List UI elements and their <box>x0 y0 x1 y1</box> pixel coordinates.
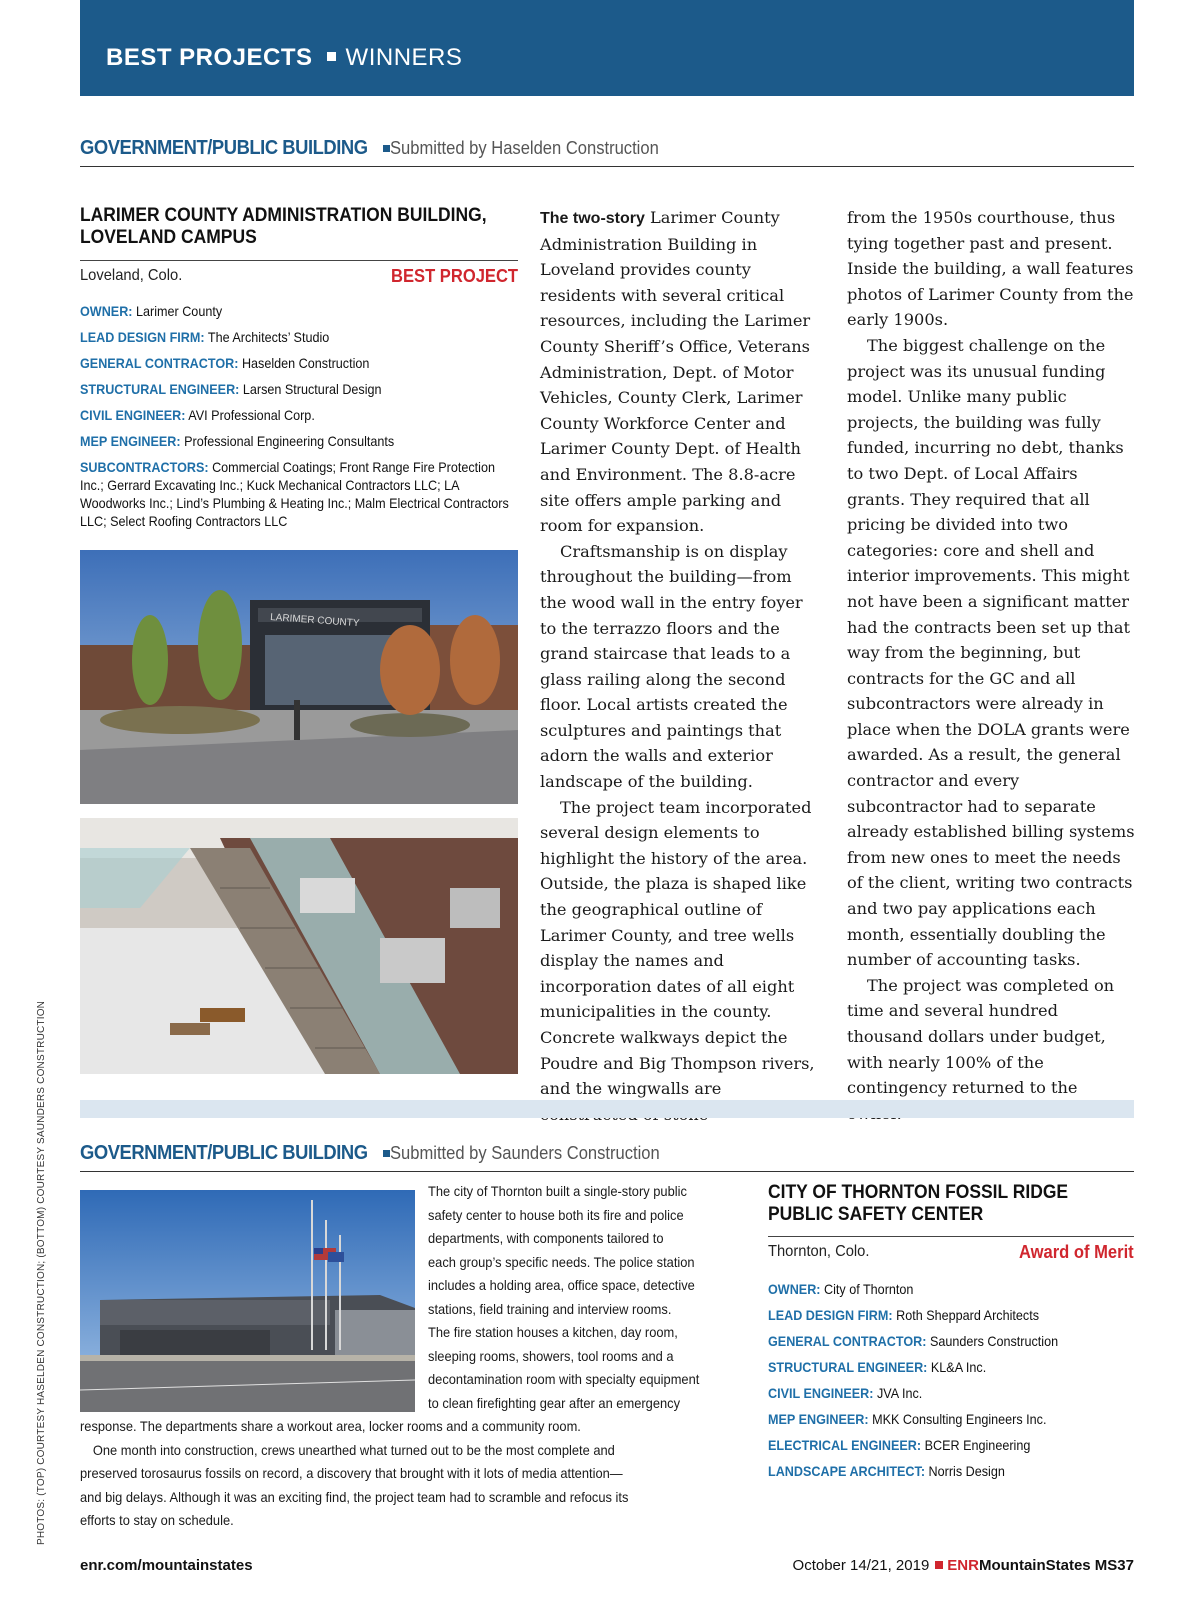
project2-body-line: includes a holding area, office space, detective <box>428 1277 695 1293</box>
credit-value: MKK Consulting Engineers Inc. <box>872 1411 1047 1427</box>
credit-value: The Architects’ Studio <box>207 329 330 345</box>
project1-award-badge: BEST PROJECT <box>391 266 518 286</box>
credit-row <box>768 1436 1138 1454</box>
square-bullet-icon <box>935 1561 943 1569</box>
credit-value: Haselden Construction <box>241 355 370 371</box>
project1-submitted-by: Submitted by Haselden Construction <box>389 138 659 158</box>
credit-value: Saunders Construction <box>929 1333 1059 1349</box>
project2-location-row <box>768 1236 1134 1266</box>
credit-label: SUBCONTRACTORS: <box>80 459 209 475</box>
credit-label: GENERAL CONTRACTOR: <box>80 355 239 371</box>
square-bullet-icon <box>383 1150 390 1157</box>
credit-value: BCER Engineering <box>924 1437 1031 1453</box>
project2-exterior-photo <box>80 1190 415 1412</box>
credit-label: CIVIL ENGINEER: <box>768 1385 874 1401</box>
project2-body-line: One month into construction, crews unearthed what turned out to be the most complete and <box>92 1441 615 1458</box>
credit-label: CIVIL ENGINEER: <box>80 407 186 423</box>
credit-label: OWNER: <box>80 303 133 319</box>
project2-submitted-by: Submitted by Saunders Construction <box>389 1143 660 1163</box>
project2-body-line: and big delays. Although it was an exciting find, the project team had to scramble and refocus its <box>80 1488 629 1505</box>
credit-value: KL&A Inc. <box>930 1359 987 1375</box>
credit-label: ELECTRICAL ENGINEER: <box>768 1437 922 1453</box>
project1-col2-paragraph3: The project was completed on time and several hundred thousand dollars under budget, with nearly 100% of the contingency returned to the <box>847 975 1115 1098</box>
project1-lead-in: The two-story <box>540 210 645 227</box>
footer-folio <box>793 1557 1134 1574</box>
project1-col2-paragraph2: The biggest challenge on the project was its unusual funding model. Unlike many public projects, the building was fully funded, incurring no debt, thanks to two Dept. of Local Affairs grants. They required that all pricing be divided into two categories: core and shell and interior improvements. This might not have been a significant matter had the contracts been set up that way from the beginning, but contracts for the GC and all subcontractors were already in place when the DOLA grants were awarded. As a result, the general contractor and every subcontractor had to separate already established billing systems from new ones to meet the needs of the client, writing two contracts and two pay applications each month, essentially doubling the number of accounting tasks. <box>847 335 1135 970</box>
project2-body-line: each group’s specific needs. The police station <box>428 1253 695 1270</box>
project1-title <box>80 205 512 249</box>
credit-row <box>80 354 520 372</box>
credit-row <box>768 1462 1138 1480</box>
project1-col2-paragraph1: from the 1950s courthouse, thus tying together past and present. Inside the building, a wall features photos of Larimer County from the early 1900s. <box>847 208 1134 330</box>
project1-credits <box>80 302 520 538</box>
credit-row <box>768 1358 1138 1376</box>
interior-staircase-illustration <box>80 818 518 1074</box>
credit-row <box>80 406 520 424</box>
project1-location-row <box>80 260 518 290</box>
project2-credits <box>768 1280 1138 1488</box>
credit-value: City of Thornton <box>823 1281 914 1297</box>
credit-row <box>768 1332 1138 1350</box>
header-section: BEST PROJECTS <box>106 44 313 71</box>
project2-body-full <box>80 1415 729 1533</box>
project2-location: Thornton, Colo. <box>768 1243 870 1260</box>
project2-body-line: decontamination room with specialty equipment <box>428 1371 700 1387</box>
footer-date: October 14/21, 2019 <box>792 1557 930 1574</box>
section-divider <box>80 1100 1134 1118</box>
credit-row <box>80 380 520 398</box>
project1-category: GOVERNMENT/PUBLIC BUILDING <box>80 137 368 159</box>
project2-body-line: safety center to house both its fire and police <box>428 1206 684 1223</box>
project2-body-line: departments, with components tailored to <box>428 1230 664 1246</box>
project2-body-line: efforts to stay on schedule. <box>80 1512 234 1528</box>
project2-section-head <box>80 1142 1134 1172</box>
square-bullet-icon <box>327 52 336 61</box>
credit-value: Roth Sheppard Architects <box>896 1307 1039 1323</box>
project1-body-column2 <box>847 205 1137 1126</box>
credit-label: STRUCTURAL ENGINEER: <box>80 381 240 397</box>
project1-col1-paragraph3: The project team incorporated several design elements to highlight the history of the area. Outside, the plaza is shaped like the geographical outline of Larimer County, and tree wells display the names and incorporation dates of all eight municipalities in the county. Concrete walkways depict the Poudre and Big Thompson rivers, and the wingwalls are <box>540 797 815 1099</box>
project2-body-line: sleeping rooms, showers, tool rooms and a <box>428 1347 674 1364</box>
project1-col1-paragraph1: Larimer County Administration Building in Loveland provides county residents with several critical resources, including the Larimer County Sheriff’s Office, Veterans Administration, Dept. of Motor Vehicles, County Clerk, Larimer County Workforce Center and Larimer County Dept. of Health and Environment. The 8.8-acre site offers ample parking and room for expansion. <box>540 208 811 536</box>
project2-body-line: preserved torosaurus fossils on record, a discovery that brought with it lots of media attention— <box>80 1465 623 1481</box>
credit-label: STRUCTURAL ENGINEER: <box>768 1359 928 1375</box>
credit-row <box>768 1384 1138 1402</box>
credit-value: Commercial Coatings; Front Range Fire Protection Inc.; Gerrard Excavating Inc.; Kuck Mechanical Contractors LLC; LA Woodworks Inc.; Lind’s Plumbing & Heating Inc.; Malm Electrical Contractors LLC; Select Roofing Contractors LLC <box>80 459 509 529</box>
building-exterior-illustration <box>80 550 518 804</box>
project1-location: Loveland, Colo. <box>80 267 183 284</box>
credit-value: JVA Inc. <box>876 1385 923 1401</box>
project1-exterior-photo <box>80 550 518 804</box>
section-header-band <box>80 0 1134 96</box>
project2-category: GOVERNMENT/PUBLIC BUILDING <box>80 1142 368 1164</box>
footer-brand-rest: MountainStates MS37 <box>978 1557 1134 1574</box>
building-sign-text: LARIMER COUNTY <box>269 612 360 630</box>
project2-body-line: response. The departments share a workout area, locker rooms and a community room. <box>80 1418 581 1434</box>
footer-brand-enr: ENR <box>947 1557 979 1574</box>
credit-label: LEAD DESIGN FIRM: <box>768 1307 893 1323</box>
footer-url[interactable]: enr.com/mountainstates <box>80 1557 253 1574</box>
credit-value: Larimer County <box>135 303 223 319</box>
credit-row <box>768 1410 1138 1428</box>
section-header-title <box>106 44 462 72</box>
credit-value: Norris Design <box>928 1463 1005 1479</box>
photo-credit: PHOTOS: (TOP) COURTESY HASELDEN CONSTRUCTION; (BOTTOM) COURTESY SAUNDERS CONSTRUCTION <box>36 1000 47 1545</box>
project1-title-line1: LARIMER COUNTY ADMINISTRATION BUILDING, <box>80 205 487 226</box>
project1-section-head <box>80 137 1134 167</box>
credit-label: LEAD DESIGN FIRM: <box>80 329 205 345</box>
credit-value: Larsen Structural Design <box>242 381 382 397</box>
project1-title-line2: LOVELAND CAMPUS <box>80 227 257 248</box>
credit-row <box>80 328 520 346</box>
project2-award-badge: Award of Merit <box>1019 1242 1134 1262</box>
project2-body-line: stations, field training and interview rooms. <box>428 1300 672 1317</box>
header-subsection: WINNERS <box>345 44 463 71</box>
project1-col1-paragraph2: Craftsmanship is on display throughout the building—from the wood wall in the entry foyer to the terrazzo floors and the grand staircase that leads to a glass railing along the second floor. Local artists created the sculptures and paintings that adorn the walls and exterior landscape of the building. <box>540 541 803 792</box>
credit-row <box>80 458 520 530</box>
project2-title-line1: CITY OF THORNTON FOSSIL RIDGE <box>768 1182 1069 1203</box>
credit-label: LANDSCAPE ARCHITECT: <box>768 1463 926 1479</box>
square-bullet-icon <box>383 145 390 152</box>
credit-label: OWNER: <box>768 1281 821 1297</box>
credit-row <box>768 1280 1138 1298</box>
credit-label: GENERAL CONTRACTOR: <box>768 1333 927 1349</box>
credit-row <box>80 432 520 450</box>
project2-title-line2: PUBLIC SAFETY CENTER <box>768 1204 984 1225</box>
public-safety-center-illustration <box>80 1190 415 1412</box>
credit-label: MEP ENGINEER: <box>80 433 181 449</box>
credit-row <box>80 302 520 320</box>
project1-body-column1 <box>540 205 820 1127</box>
project2-title <box>768 1182 1118 1226</box>
project2-body-line: to clean firefighting gear after an emergency <box>428 1394 681 1411</box>
project2-body-line: The city of Thornton built a single-story public <box>428 1183 687 1199</box>
project2-body-wrapped <box>428 1180 727 1415</box>
credit-label: MEP ENGINEER: <box>768 1411 869 1427</box>
credit-row <box>768 1306 1138 1324</box>
credit-value: AVI Professional Corp. <box>188 407 315 423</box>
project1-interior-photo <box>80 818 518 1074</box>
project2-body-line: The fire station houses a kitchen, day room, <box>428 1324 678 1340</box>
credit-value: Professional Engineering Consultants <box>184 433 395 449</box>
